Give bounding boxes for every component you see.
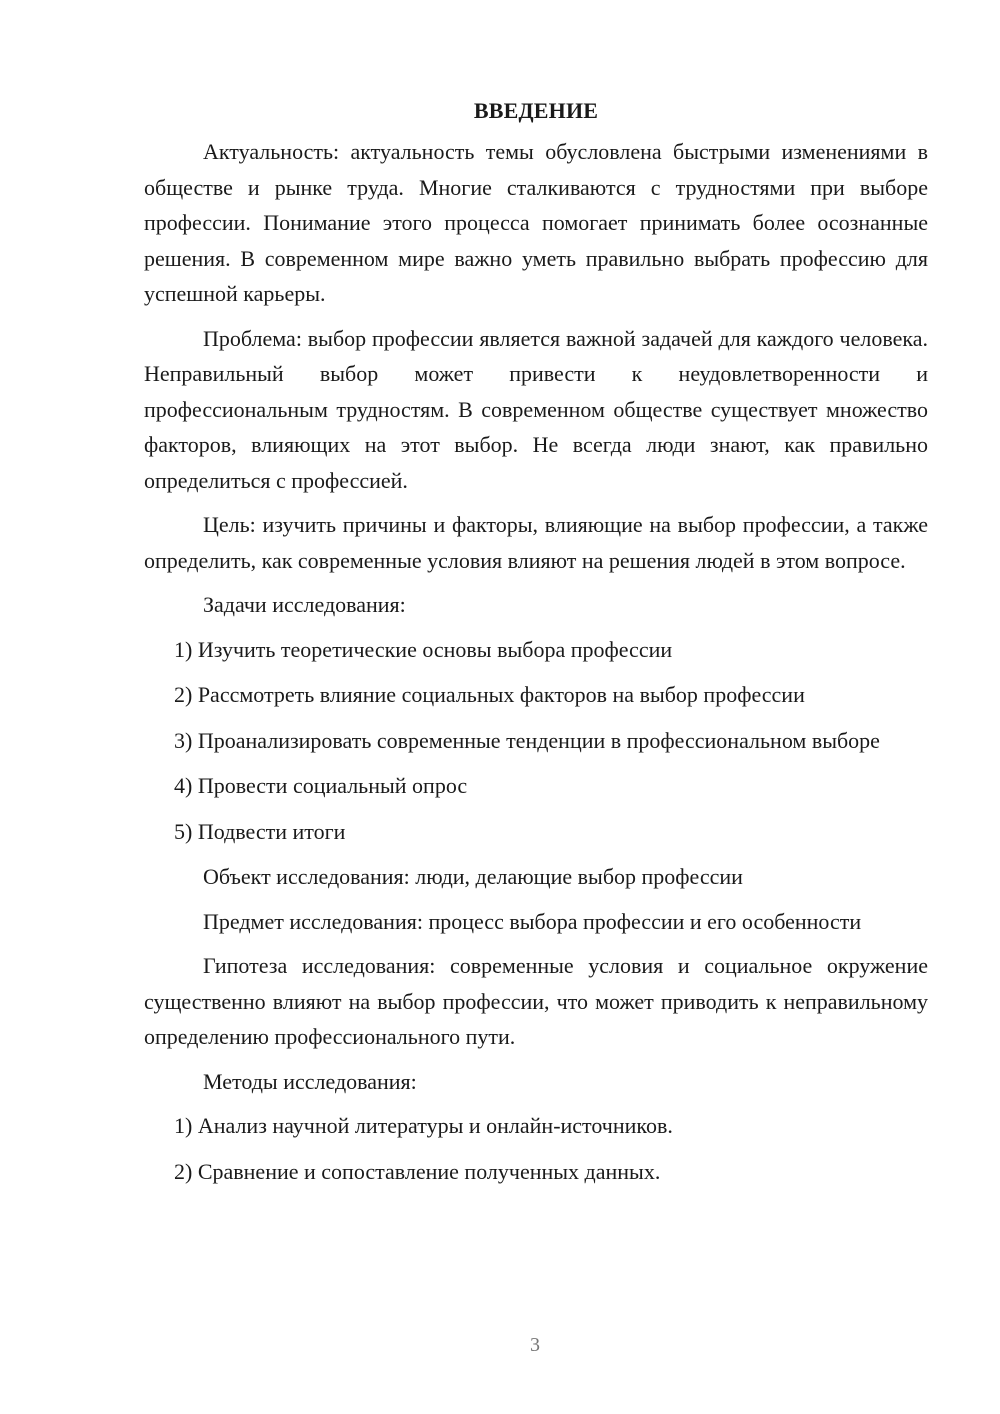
object-paragraph: Объект исследования: люди, делающие выбор профессии [203, 864, 743, 889]
method-item: 1) Анализ научной литературы и онлайн-источников. [174, 1113, 673, 1138]
tasks-heading: Задачи исследования: [203, 592, 406, 617]
task-item: 5) Подвести итоги [174, 818, 346, 844]
page-content [144, 96, 928, 1199]
section-title: ВВЕДЕНИЕ [473, 98, 599, 123]
task-item: 1) Изучить теоретические основы выбора профессии [174, 636, 673, 662]
hypothesis-paragraph: Гипотеза исследования: современные условия и социальное окружение существенно влияют на выбор профессии, что может приводить к неправильному определению профессионального пути. [144, 953, 928, 1049]
relevance-paragraph: Актуальность: актуальность темы обусловлена быстрыми изменениями в обществе и рынке труда. Многие сталкиваются с трудностями при выборе профессии. Понимание этого процесса помогает принимать более осознанные решения. В современном мире важно уметь правильно выбрать профессию для успешной карьеры. [144, 139, 928, 306]
goal-paragraph: Цель: изучить причины и факторы, влияющие на выбор профессии, а также определить, как современные условия влияют на решения людей в этом вопросе. [144, 512, 928, 573]
problem-paragraph: Проблема: выбор профессии является важной задачей для каждого человека. Неправильный выбор может привести к неудовлетворенности и профессиональным трудностям. В современном обществе существует множество факторов, влияющих на этот выбор. Не всегда люди знают, как правильно определиться с профессией. [144, 325, 928, 493]
task-item: 4) Провести социальный опрос [174, 773, 468, 798]
methods-heading: Методы исследования: [203, 1068, 417, 1094]
subject-paragraph: Предмет исследования: процесс выбора профессии и его особенности [203, 908, 862, 934]
method-item: 2) Сравнение и сопоставление полученных данных. [174, 1158, 661, 1184]
task-item: 2) Рассмотреть влияние социальных факторов на выбор профессии [174, 682, 805, 707]
page-number: 3 [530, 1334, 540, 1356]
task-item: 3) Проанализировать современные тенденции в профессиональном выборе [174, 727, 880, 753]
